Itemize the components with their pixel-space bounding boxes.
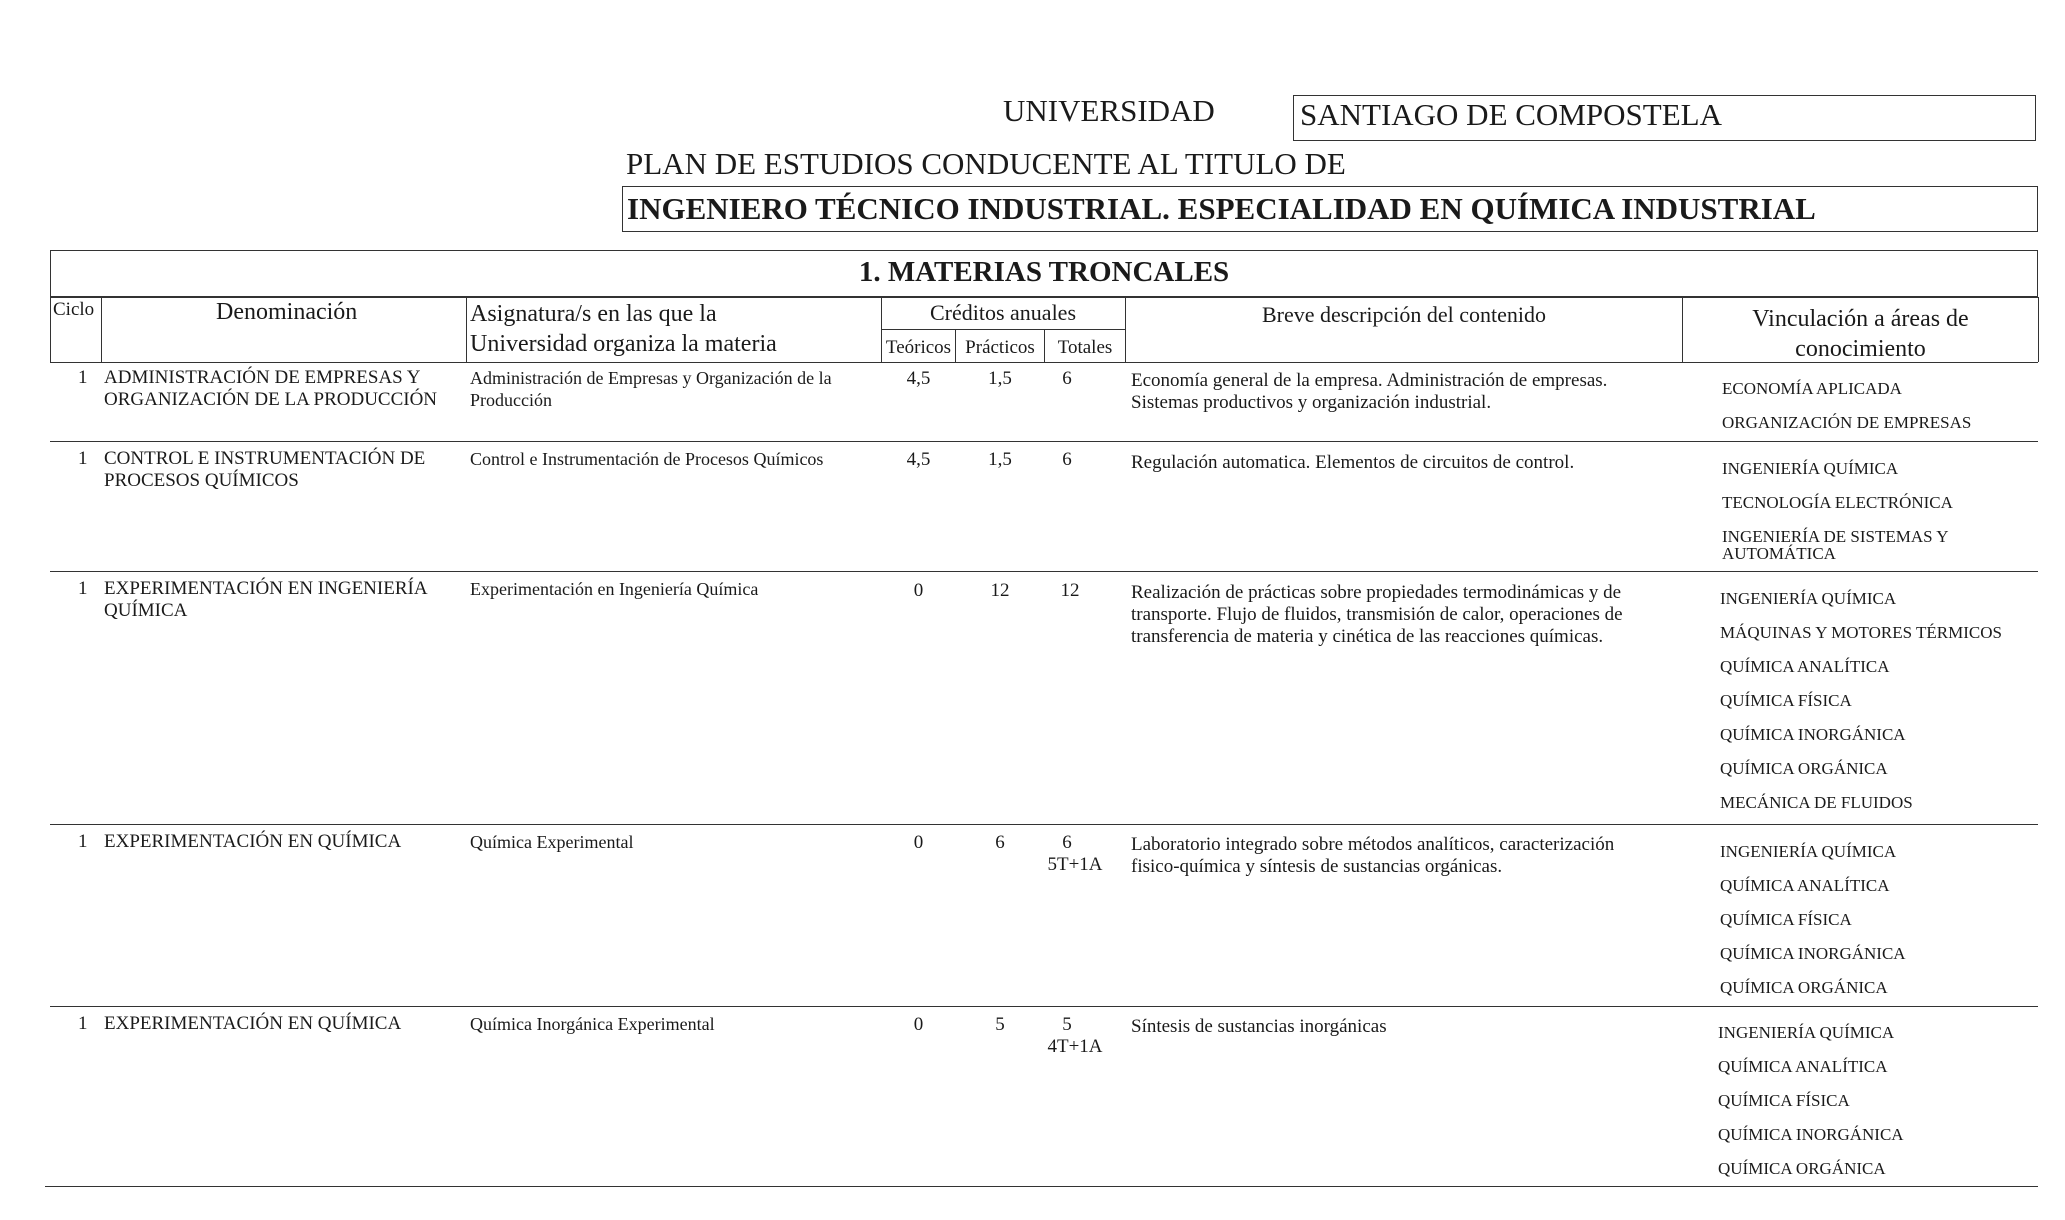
row-1-practicos: 1,5 bbox=[988, 368, 1012, 389]
row-3-totales: 12 bbox=[1060, 580, 1080, 601]
table-bottom-line bbox=[45, 1186, 2038, 1187]
area-item: QUÍMICA FÍSICA bbox=[1720, 691, 1852, 710]
row-4-totales-extra: 5T+1A bbox=[1047, 854, 1103, 875]
area-item: QUÍMICA ORGÁNICA bbox=[1720, 978, 1888, 997]
row-3-asignatura: Experimentación en Ingeniería Química bbox=[470, 579, 759, 599]
universidad-name: SANTIAGO DE COMPOSTELA bbox=[1300, 97, 1722, 132]
row-4-areas bbox=[1720, 843, 1906, 1013]
row-1-teoricos: 4,5 bbox=[906, 368, 931, 389]
area-item: QUÍMICA INORGÁNICA bbox=[1720, 944, 1906, 963]
col-line bbox=[101, 297, 102, 362]
row-4-practicos: 6 bbox=[995, 832, 1005, 853]
area-item: INGENIERÍA QUÍMICA bbox=[1720, 842, 1897, 861]
row-1-descripcion: Economía general de la empresa. Administración de empresas. Sistemas productivos y organización industrial. bbox=[1131, 370, 1608, 413]
row-separator bbox=[50, 571, 2038, 572]
row-1-denominacion: ADMINISTRACIÓN DE EMPRESAS Y ORGANIZACIÓN DE LA PRODUCCIÓN bbox=[104, 367, 438, 410]
area-item: ORGANIZACIÓN DE EMPRESAS bbox=[1722, 413, 1972, 432]
row-5-totales-extra: 4T+1A bbox=[1047, 1036, 1103, 1057]
row-3-areas bbox=[1720, 590, 2002, 828]
area-item: QUÍMICA ANALÍTICA bbox=[1718, 1057, 1888, 1076]
row-1-ciclo: 1 bbox=[78, 367, 88, 388]
col-line bbox=[50, 297, 51, 362]
row-4-teoricos: 0 bbox=[913, 832, 924, 853]
section-title: 1. MATERIAS TRONCALES bbox=[858, 256, 1230, 288]
row-3-denominacion: EXPERIMENTACIÓN EN INGENIERÍA QUÍMICA bbox=[104, 578, 427, 621]
row-5-denominacion: EXPERIMENTACIÓN EN QUÍMICA bbox=[104, 1013, 402, 1034]
universidad-label: UNIVERSIDAD bbox=[1003, 93, 1215, 128]
header-creditos: Créditos anuales bbox=[929, 300, 1077, 325]
header-vinculacion-2: conocimiento bbox=[1795, 336, 1926, 362]
row-5-asignatura: Química Inorgánica Experimental bbox=[470, 1014, 715, 1034]
row-5-descripcion: Síntesis de sustancias inorgánicas bbox=[1131, 1016, 1387, 1037]
area-item: QUÍMICA ORGÁNICA bbox=[1720, 759, 1888, 778]
header-denominacion: Denominación bbox=[216, 299, 358, 325]
row-1-totales: 6 bbox=[1062, 368, 1072, 389]
area-item: MECÁNICA DE FLUIDOS bbox=[1720, 793, 1913, 812]
row-5-ciclo: 1 bbox=[78, 1013, 88, 1034]
header-practicos: Prácticos bbox=[965, 337, 1035, 358]
col-line bbox=[2038, 297, 2039, 362]
header-descripcion: Breve descripción del contenido bbox=[1261, 302, 1547, 327]
area-item: TECNOLOGÍA ELECTRÓNICA bbox=[1722, 493, 1953, 512]
row-4-totales: 6 bbox=[1062, 832, 1072, 853]
area-item: QUÍMICA FÍSICA bbox=[1720, 910, 1852, 929]
row-5-areas bbox=[1718, 1024, 1904, 1194]
area-item: QUÍMICA ORGÁNICA bbox=[1718, 1159, 1886, 1178]
header-totales: Totales bbox=[1057, 337, 1113, 358]
row-separator bbox=[50, 441, 2038, 442]
row-4-descripcion: Laboratorio integrado sobre métodos analíticos, caracterización fisico-química y síntesis de sustancias orgánicas. bbox=[1131, 834, 1615, 877]
row-5-practicos: 5 bbox=[995, 1014, 1005, 1035]
row-separator bbox=[50, 1006, 2038, 1007]
titulo: INGENIERO TÉCNICO INDUSTRIAL. ESPECIALIDAD EN QUÍMICA INDUSTRIAL bbox=[627, 191, 1816, 226]
area-item: ECONOMÍA APLICADA bbox=[1722, 379, 1902, 398]
row-5-totales: 5 bbox=[1062, 1014, 1072, 1035]
area-item: QUÍMICA FÍSICA bbox=[1718, 1091, 1850, 1110]
row-4-asignatura: Química Experimental bbox=[470, 832, 634, 852]
area-item: MÁQUINAS Y MOTORES TÉRMICOS bbox=[1720, 623, 2002, 642]
row-5-teoricos: 0 bbox=[913, 1014, 924, 1035]
row-3-ciclo: 1 bbox=[78, 578, 88, 599]
area-item: QUÍMICA INORGÁNICA bbox=[1718, 1125, 1904, 1144]
row-4-denominacion: EXPERIMENTACIÓN EN QUÍMICA bbox=[104, 831, 402, 852]
row-3-descripcion: Realización de prácticas sobre propiedades termodinámicas y de transporte. Flujo de fluidos, transmisión de calor, operaciones de transferencia de materia y cinética de las reacciones químicas. bbox=[1131, 582, 1623, 647]
area-item: INGENIERÍA QUÍMICA bbox=[1722, 459, 1899, 478]
area-item: INGENIERÍA QUÍMICA bbox=[1720, 589, 1897, 608]
area-item: QUÍMICA ANALÍTICA bbox=[1720, 657, 1890, 676]
area-item: QUÍMICA ANALÍTICA bbox=[1720, 876, 1890, 895]
header-asignatura-2: Universidad organiza la materia bbox=[470, 331, 777, 357]
area-item: INGENIERÍA QUÍMICA bbox=[1718, 1023, 1895, 1042]
row-separator bbox=[50, 824, 2038, 825]
area-item: QUÍMICA INORGÁNICA bbox=[1720, 725, 1906, 744]
row-2-asignatura: Control e Instrumentación de Procesos Químicos bbox=[470, 449, 824, 469]
row-2-teoricos: 4,5 bbox=[906, 449, 931, 470]
row-4-ciclo: 1 bbox=[78, 831, 88, 852]
row-2-practicos: 1,5 bbox=[988, 449, 1012, 470]
row-2-totales: 6 bbox=[1062, 449, 1072, 470]
row-2-ciclo: 1 bbox=[78, 448, 88, 469]
creditos-sub-line bbox=[881, 329, 1125, 330]
row-2-denominacion: CONTROL E INSTRUMENTACIÓN DE PROCESOS QUÍMICOS bbox=[104, 448, 426, 491]
row-3-teoricos: 0 bbox=[913, 580, 924, 601]
header-ciclo: Ciclo bbox=[53, 299, 95, 320]
header-teoricos: Teóricos bbox=[885, 337, 952, 358]
row-2-descripcion: Regulación automatica. Elementos de circuitos de control. bbox=[1131, 452, 1575, 473]
row-2-areas bbox=[1722, 460, 2022, 562]
row-3-practicos: 12 bbox=[990, 580, 1010, 601]
header-vinculacion-1: Vinculación a áreas de bbox=[1752, 306, 1969, 332]
header-asignatura-1: Asignatura/s en las que la bbox=[470, 301, 717, 327]
area-item: INGENIERÍA DE SISTEMAS Y AUTOMÁTICA bbox=[1722, 527, 1948, 563]
row-1-areas bbox=[1722, 380, 1971, 448]
row-1-asignatura: Administración de Empresas y Organización de la Producción bbox=[470, 368, 832, 410]
col-line bbox=[466, 297, 467, 362]
plan-label: PLAN DE ESTUDIOS CONDUCENTE AL TITULO DE bbox=[626, 146, 1346, 181]
